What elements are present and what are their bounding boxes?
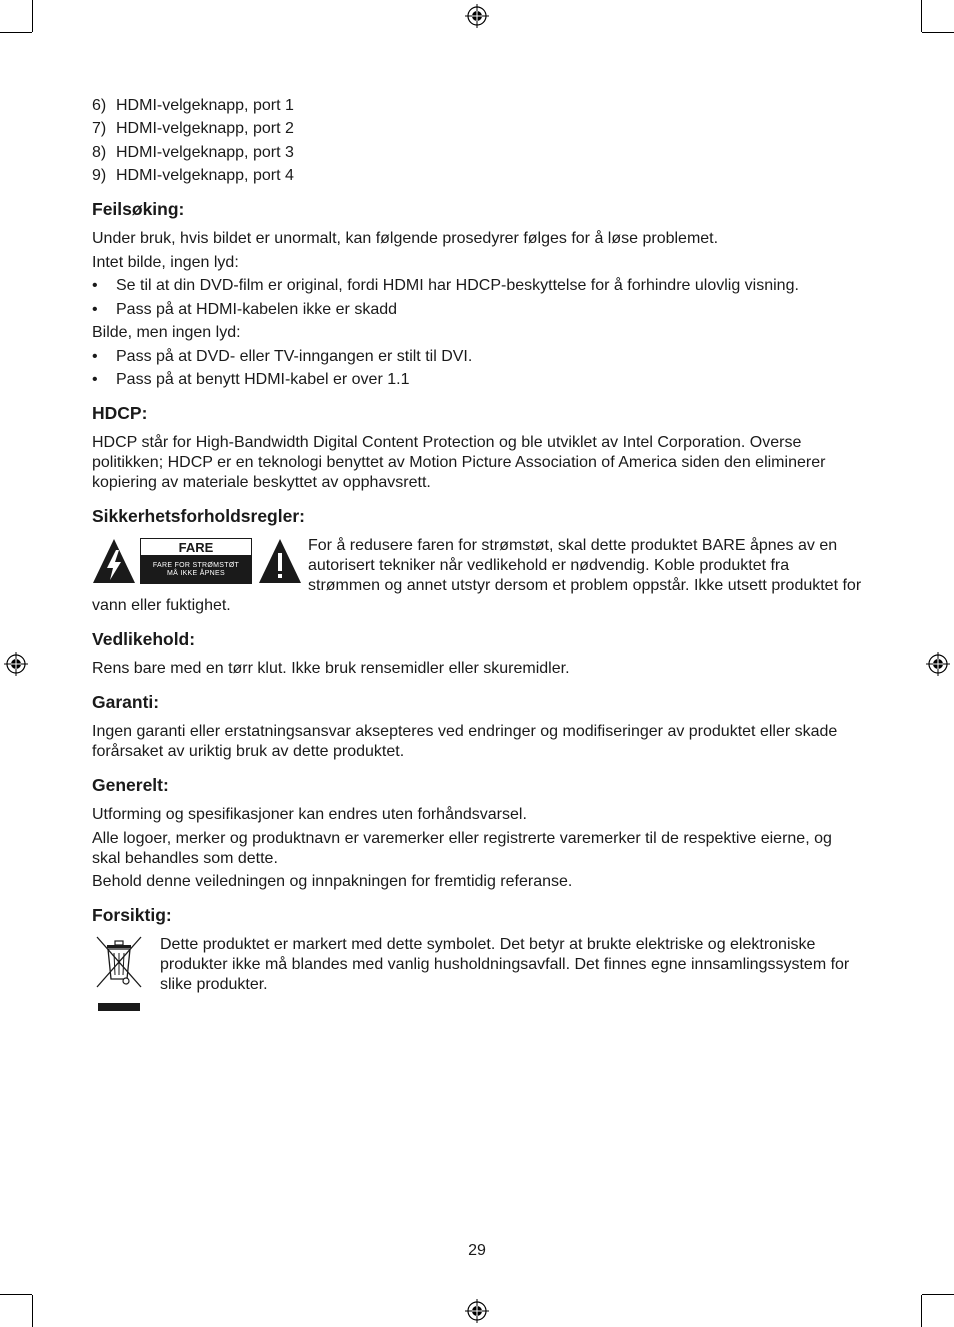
- crop-mark-tl-h: [0, 32, 32, 33]
- danger-label-body: [140, 556, 252, 584]
- troubleshooting-case-2: Bilde, men ingen lyd:: [92, 324, 241, 342]
- list-item-number: 6): [92, 97, 107, 114]
- registration-mark-top-icon: [465, 4, 489, 28]
- bullet-text: Pass på at DVD- eller TV-inngangen er stilt til DVI.: [116, 347, 473, 365]
- caution-text: Dette produktet er markert med dette symbolet. Det betyr at brukte elektriske og elektroniske produkter ikke må blandes med vanlig husholdningsavfall. Det finnes egne innsamlingssystem for slike produkter.: [160, 936, 850, 994]
- hdcp-heading: HDCP:: [92, 403, 148, 424]
- warranty-heading: Garanti:: [92, 692, 160, 713]
- list-item-number: 9): [92, 167, 107, 185]
- maintenance-heading: Vedlikehold:: [92, 629, 196, 650]
- bullet-glyph: •: [92, 347, 98, 365]
- hdcp-text: HDCP står for High-Bandwidth Digital Content Protection og ble utviklet av Intel Corporation. Overse politikken; HDCP er en teknologi benyttet av Motion Picture Association of America siden den eliminerer kopiering av materiale beskyttet av opphavsrett.: [92, 434, 826, 492]
- caution-heading: Forsiktig:: [92, 905, 172, 926]
- maintenance-text: Rens bare med en tørr klut. Ikke bruk rensemidler eller skuremidler.: [92, 660, 570, 678]
- safety-block: [92, 536, 862, 616]
- crop-mark-bl-v: [32, 1295, 33, 1327]
- bullet-item: [92, 276, 862, 296]
- safety-heading: Sikkerhetsforholdsregler:: [92, 506, 305, 527]
- registration-mark-right-icon: [926, 652, 950, 676]
- bullet-text: Pass på at benytt HDMI-kabel er over 1.1: [116, 371, 410, 389]
- exclamation-warning-icon: [258, 538, 302, 584]
- list-item: [92, 119, 862, 139]
- crop-mark-tl-v: [32, 0, 33, 32]
- safety-text: For å redusere faren for strømstøt, skal dette produktet BARE åpnes av en autorisert tekniker når vedlikehold er nødvendig. Koble produktet fra strømmen og annet utstyr dersom et problem oppstår. Ikke utsett produktet for vann eller fuktighet.: [92, 537, 862, 615]
- general-text-3: Behold denne veiledningen og innpakningen for fremtidig referanse.: [92, 873, 573, 891]
- list-item-text: HDMI-velgeknapp, port 1: [116, 97, 294, 114]
- danger-label-line-1: FARE FOR STRØMSTØT: [152, 562, 240, 570]
- list-item: [92, 143, 862, 163]
- general-heading: Generelt:: [92, 775, 169, 796]
- bullet-glyph: •: [92, 371, 98, 389]
- list-item-number: 8): [92, 143, 107, 161]
- bullet-item: [92, 300, 862, 320]
- bullet-glyph: •: [92, 300, 98, 318]
- list-item-text: HDMI-velgeknapp, port 4: [116, 167, 294, 185]
- bullet-item: [92, 370, 862, 390]
- crop-mark-br-v: [921, 1295, 922, 1327]
- bullet-glyph: •: [92, 277, 98, 295]
- lightning-warning-icon: [92, 538, 136, 584]
- crop-mark-bl-h: [0, 1294, 32, 1295]
- page-number: 29: [468, 1242, 486, 1259]
- crossed-out-bin-icon: [94, 935, 144, 1015]
- warning-label: [92, 538, 304, 584]
- crop-mark-br-h: [922, 1294, 954, 1295]
- list-item: [92, 166, 862, 186]
- general-text-1: Utforming og spesifikasjoner kan endres uten forhåndsvarsel.: [92, 806, 527, 824]
- bullet-text: Pass på at HDMI-kabelen ikke er skadd: [116, 300, 398, 318]
- warranty-text: Ingen garanti eller erstatningsansvar aksepteres ved endringer og modifiseringer av produktet eller skade forårsaket av uriktig bruk av dette produktet.: [92, 723, 838, 761]
- danger-label-line-2: MÅ IKKE ÅPNES: [167, 570, 225, 578]
- registration-mark-left-icon: [4, 652, 28, 676]
- troubleshooting-intro: Under bruk, hvis bildet er unormalt, kan følgende prosedyrer følges for å løse problemet.: [92, 230, 719, 248]
- crop-mark-tr-h: [922, 32, 954, 33]
- general-text-2: Alle logoer, merker og produktnavn er varemerker eller registrerte varemerker til de respektive eierne, og skal behandles som dette.: [92, 829, 832, 867]
- numbered-list: [92, 96, 862, 186]
- troubleshooting-case-1: Intet bilde, ingen lyd:: [92, 253, 239, 271]
- registration-mark-bottom-icon: [465, 1299, 489, 1323]
- danger-label-title: FARE: [140, 538, 252, 556]
- bullet-text: Se til at din DVD-film er original, fordi HDMI har HDCP-beskyttelse for å forhindre ulovlig visning.: [116, 277, 799, 295]
- danger-label: [140, 538, 252, 584]
- bullet-item: [92, 347, 862, 367]
- list-item-text: HDMI-velgeknapp, port 2: [116, 120, 294, 138]
- troubleshooting-heading: Feilsøking:: [92, 199, 185, 220]
- list-item-text: HDMI-velgeknapp, port 3: [116, 143, 294, 161]
- list-item-number: 7): [92, 120, 107, 138]
- caution-block: [92, 935, 862, 1015]
- crop-mark-tr-v: [921, 0, 922, 32]
- list-item: [92, 96, 862, 116]
- page-content: [92, 96, 862, 1015]
